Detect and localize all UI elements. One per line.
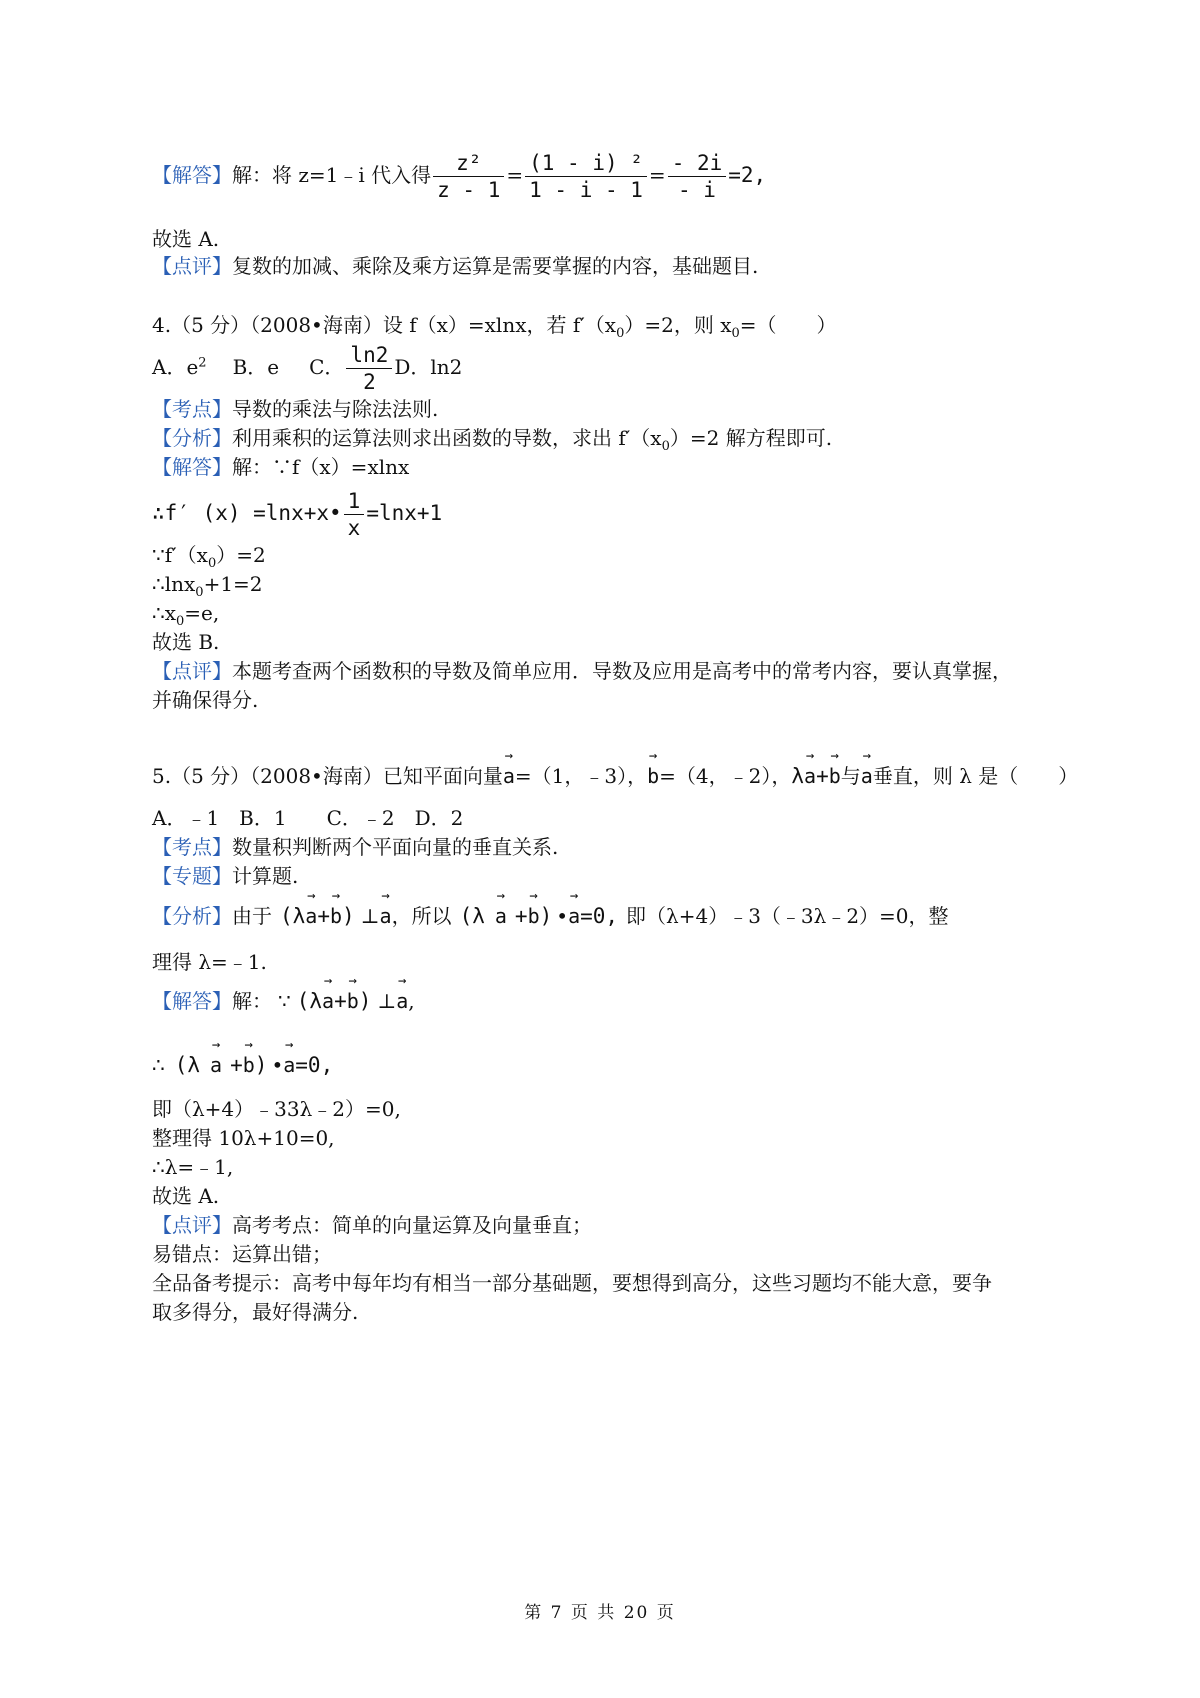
comment-tag: 【点评】 [152, 254, 232, 278]
fraction: $\frac{- 2i}{- i}$ [668, 150, 727, 203]
q4-options: A．$e^2$ B．e C． $\frac{\ln 2}{2}$ D．ln2 [152, 343, 463, 394]
fraction: $\frac{\text{z²}}{z - 1}$ [433, 150, 504, 203]
q3-choose: 故选 A. [152, 227, 220, 251]
q4-comment: 【点评】本题考查两个函数积的导数及简单应用．导数及应用是高考中的常考内容，要认真掌握， [152, 659, 1012, 683]
q4-step: $\therefore x_0=e$, [152, 601, 220, 629]
q3-solution-line: 【解答】解：将 z=1﹣i 代入得 $\frac{\text{z²}}{z - 1}$ = $\frac{\text{(1 - i) ²}}{1 - i - 1}$ = $\frac{- 2i}{- i}$ =2, [152, 151, 767, 202]
q4-step: ∴lnx$_0$+1=2 [152, 572, 263, 600]
q5-choose: 故选 A. [152, 1184, 220, 1208]
q4-solution: 【解答】解：∵f（x）=xlnx [152, 455, 410, 479]
q4-step: $\because f'(x_0)=2$ [152, 543, 266, 571]
q4-choose: 故选 B. [152, 630, 220, 654]
q5-comment-cont: 全品备考提示：高考中每年均有相当一部分基础题，要想得到高分，这些习题均不能大意，要争 [152, 1271, 992, 1295]
vector-a: → a [502, 748, 515, 788]
q5-step: 整理得 10λ+10=0, [152, 1126, 335, 1150]
q4-comment-cont: 并确保得分. [152, 688, 259, 712]
q5-step: ∴ (λ → a + → b) • → a=0, [152, 1037, 334, 1077]
q5-zhuanti: 【专题】计算题. [152, 864, 299, 888]
q5-step: 即（λ+4）﹣33λ﹣2）=0, [152, 1097, 401, 1121]
fraction: $\frac{\ln 2}{2}$ [346, 342, 392, 395]
vector-b: → b [647, 748, 660, 788]
q4-fenxi: 【分析】利用乘积的运算法则求出函数的导数，求出 $f'(x_0)=2$ 解方程即可. [152, 426, 833, 454]
q5-stem: 5.（5 分）（2008•海南）已知平面向量 → a=（1，﹣3）， → b=（4，﹣2），λ → a+ → b与 → a垂直，则 λ 是（ ） [152, 748, 1079, 788]
q5-comment: 【点评】高考考点：简单的向量运算及向量垂直； [152, 1213, 592, 1237]
q5-kaodian: 【考点】数量积判断两个平面向量的垂直关系. [152, 835, 559, 859]
q4-stem: 4.（5 分）（2008•海南）设 f（x）=xlnx，若 $f'(x_0)=2$，则 $x_0=$（ ） [152, 313, 837, 341]
q5-comment-cont: 易错点：运算出错； [152, 1242, 332, 1266]
q5-comment-cont: 取多得分，最好得满分. [152, 1300, 359, 1324]
solution-tag: 【解答】 [152, 163, 232, 187]
q3-comment: 【点评】复数的加减、乘除及乘方运算是需要掌握的内容，基础题目. [152, 254, 759, 278]
q5-step: ∴λ=﹣1, [152, 1155, 234, 1179]
q5-options: A．﹣1 B．1 C．﹣2 D．2 [152, 806, 464, 830]
q5-solution: 【解答】解： ∵ (λ → a+ → b) ⊥ → a, [152, 973, 415, 1013]
fraction: $\frac{1}{x}$ [344, 488, 365, 541]
fraction: $\frac{\text{(1 - i) ²}}{1 - i - 1}$ [525, 150, 647, 203]
q5-fenxi-cont: 理得 λ=﹣1. [152, 950, 267, 974]
q5-fenxi: 【分析】由于 (λ → a+ → b) ⊥ → a，所以 (λ → a + → b) • → a=0, 即（λ+4）﹣3（﹣3λ﹣2）=0，整 [152, 888, 949, 928]
q4-kaodian: 【考点】导数的乘法与除法法则. [152, 397, 439, 421]
page-footer: 第 7 页 共 20 页 [524, 1603, 676, 1623]
q4-derivative: ∴f′ (x) =lnx+x• $\frac{1}{x}$ =lnx+1 [152, 489, 443, 540]
